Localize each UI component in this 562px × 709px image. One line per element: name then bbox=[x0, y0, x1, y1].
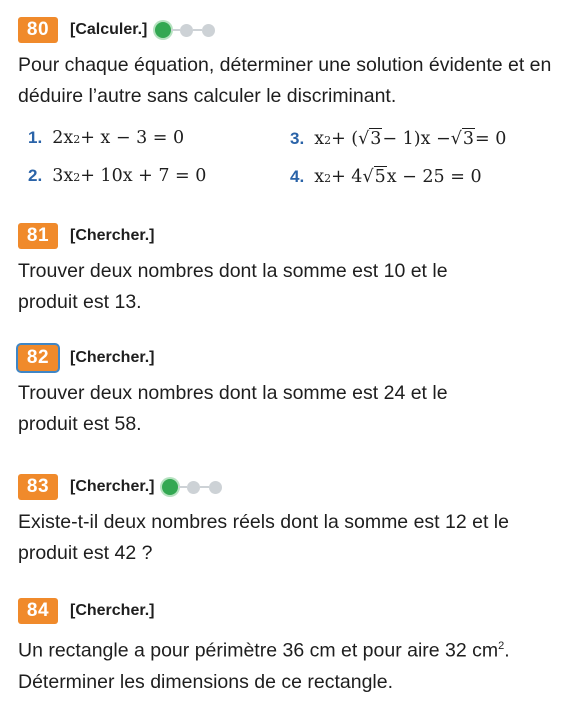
exercise-text: Pour chaque équation, déterminer une solution évidente et en déduire l’autre sans calculer le discriminant. bbox=[18, 54, 552, 107]
difficulty-indicator bbox=[162, 479, 222, 495]
difficulty-line bbox=[200, 486, 209, 488]
exercise-tag: [Calculer.] bbox=[70, 21, 148, 38]
sqrt-radicand: 3 bbox=[462, 129, 475, 149]
equation-2 bbox=[28, 166, 206, 186]
exercise-82 bbox=[18, 344, 558, 440]
equation-term: 2x bbox=[52, 128, 74, 148]
equation-term: + ( bbox=[331, 129, 359, 149]
exercise-tag: [Chercher.] bbox=[70, 227, 155, 244]
exercise-header bbox=[18, 16, 558, 44]
exercise-header bbox=[18, 344, 558, 372]
difficulty-dot-off bbox=[209, 481, 222, 494]
exercise-number-badge: 80 bbox=[18, 17, 58, 43]
difficulty-dot-off bbox=[180, 24, 193, 37]
exercise-header bbox=[18, 597, 558, 625]
difficulty-line bbox=[171, 29, 180, 31]
exercise-number-badge: 82 bbox=[18, 345, 58, 371]
exercise-text: Existe-t-il deux nombres réels dont la somme est 12 et le produit est 42 ? bbox=[18, 511, 509, 564]
equation-4 bbox=[290, 166, 482, 187]
equation-term: + x − 3 = 0 bbox=[80, 128, 185, 148]
exercise-tag: [Chercher.] bbox=[70, 602, 155, 619]
equation-number: 4. bbox=[290, 167, 305, 186]
difficulty-line bbox=[193, 29, 202, 31]
exercise-header bbox=[18, 473, 558, 501]
equation-term: 3x bbox=[52, 166, 74, 186]
difficulty-dot-on bbox=[155, 22, 171, 38]
equation-3 bbox=[290, 128, 506, 149]
equation-term: − 1)x − bbox=[382, 129, 451, 149]
sqrt-radicand: 3 bbox=[370, 129, 382, 149]
difficulty-line bbox=[178, 486, 187, 488]
difficulty-dot-off bbox=[202, 24, 215, 37]
exercise-text bbox=[18, 631, 558, 698]
sqrt-symbol: √ bbox=[358, 129, 370, 149]
exercise-81 bbox=[18, 222, 558, 318]
exercise-text-part: . Déterminer les dimensions de ce rectangle. bbox=[18, 639, 510, 693]
exercise-number-badge: 84 bbox=[18, 598, 58, 624]
exercise-tag: [Chercher.] bbox=[70, 349, 155, 366]
equation-exponent: 2 bbox=[324, 134, 332, 147]
equation-number: 2. bbox=[28, 166, 43, 185]
equation-number: 1. bbox=[28, 128, 43, 147]
equation-term: x bbox=[314, 129, 325, 149]
exercise-tag: [Chercher.] bbox=[70, 478, 155, 495]
exercise-text: Trouver deux nombres dont la somme est 10 et le produit est 13. bbox=[18, 260, 448, 313]
difficulty-indicator bbox=[155, 22, 215, 38]
exercise-number-badge: 81 bbox=[18, 223, 58, 249]
equation-term: x bbox=[314, 167, 325, 187]
unit-exponent: 2 bbox=[498, 640, 505, 652]
sqrt-symbol: √ bbox=[450, 129, 462, 149]
exercise-text: Trouver deux nombres dont la somme est 24 et le produit est 58. bbox=[18, 382, 448, 435]
equation-exponent: 2 bbox=[73, 133, 81, 146]
exercise-84 bbox=[18, 597, 558, 698]
equation-term: + 4 bbox=[331, 167, 363, 187]
equation-term: = 0 bbox=[475, 129, 507, 149]
exercise-header bbox=[18, 222, 558, 250]
equation-exponent: 2 bbox=[324, 172, 332, 185]
exercise-83 bbox=[18, 473, 558, 569]
difficulty-dot-on bbox=[162, 479, 178, 495]
difficulty-dot-off bbox=[187, 481, 200, 494]
exercise-number-badge: 83 bbox=[18, 474, 58, 500]
equation-exponent: 2 bbox=[73, 171, 81, 184]
sqrt-radicand: 5 bbox=[374, 167, 386, 187]
equation-term: x − 25 = 0 bbox=[386, 167, 482, 187]
equation-list bbox=[18, 118, 558, 196]
equation-1 bbox=[28, 128, 184, 148]
exercise-text-part: Un rectangle a pour périmètre 36 cm et pour aire 32 cm bbox=[18, 639, 499, 662]
equation-term: + 10x + 7 = 0 bbox=[80, 166, 207, 186]
exercise-80 bbox=[18, 16, 558, 196]
equation-number: 3. bbox=[290, 129, 305, 148]
sqrt-symbol: √ bbox=[362, 167, 374, 187]
